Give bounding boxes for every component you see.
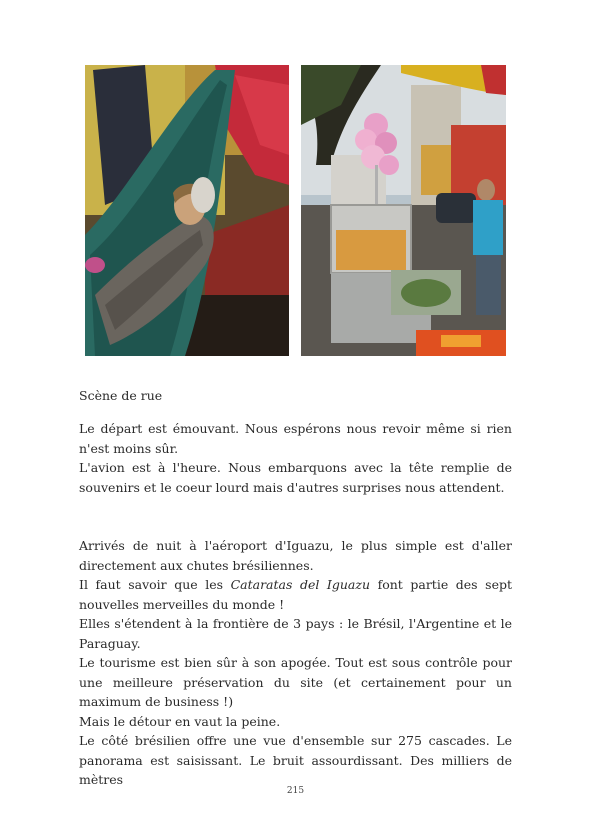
paragraph: Le départ est émouvant. Nous espérons nous revoir même si rien n'est moins sûr. <box>79 421 512 456</box>
paragraph-block-1 <box>79 419 512 497</box>
paragraph-block-2 <box>79 536 512 790</box>
text-run: Il faut savoir que les <box>79 577 231 592</box>
italic-place-name: Cataratas del Iguazu <box>230 577 371 592</box>
hammock-photo <box>85 65 289 356</box>
paragraph: Le tourisme est bien sûr à son apogée. Tout est sous contrôle pour une meilleure préservation du site (et certainement pour un maximum de business !) <box>79 655 512 709</box>
text-run: font partie des sept nouvelles merveilles du monde ! <box>79 577 512 612</box>
street-scene-photo <box>301 65 506 356</box>
paragraph: L'avion est à l'heure. Nous embarquons avec la tête remplie de souvenirs et le coeur lourd mais d'autres surprises nous attendent. <box>79 460 512 495</box>
paragraph: Elles s'étendent à la frontière de 3 pays : le Brésil, l'Argentine et le Paraguay. <box>79 616 512 651</box>
paragraph <box>79 575 512 614</box>
paragraph: Le côté brésilien offre une vue d'ensemble sur 275 cascades. Le panorama est saisissant. Le bruit assourdissant. Des milliers de mètres <box>79 733 512 787</box>
photo-caption: Scène de rue <box>79 388 163 403</box>
page-number: 215 <box>286 786 305 796</box>
paragraph: Mais le détour en vaut la peine. <box>79 713 281 729</box>
paragraph: Arrivés de nuit à l'aéroport d'Iguazu, le plus simple est d'aller directement aux chutes brésiliennes. <box>79 538 512 573</box>
